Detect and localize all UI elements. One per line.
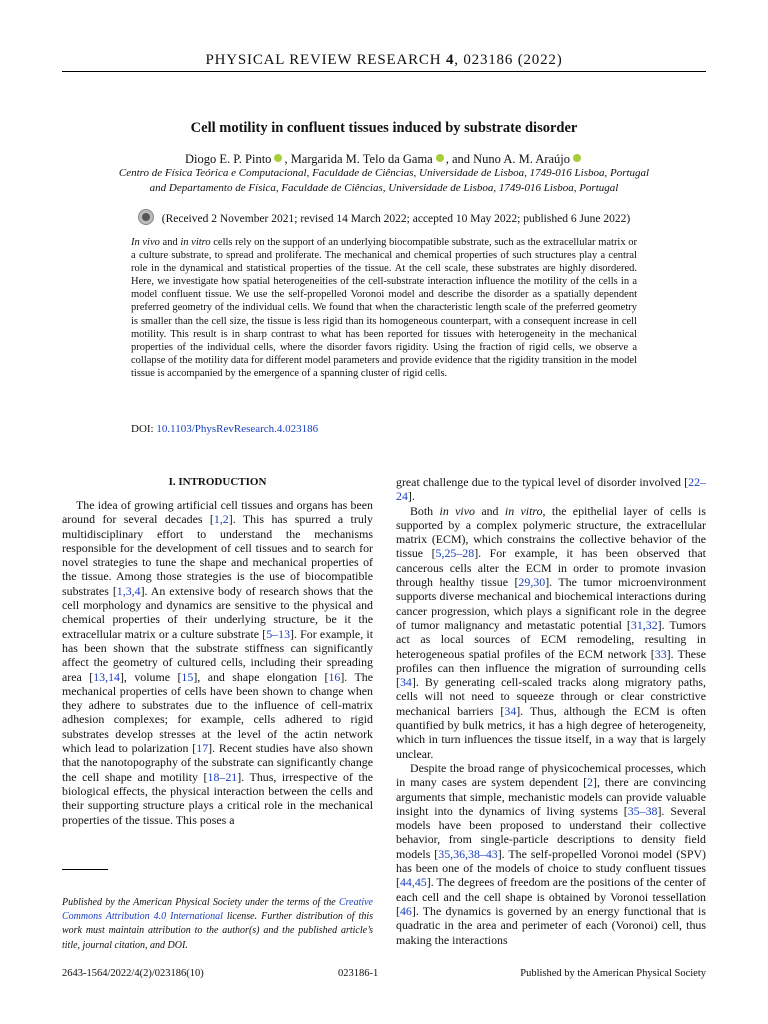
paragraph: The idea of growing artificial cell tissues and organs has been around for several decades [1,2]. This has spurred a truly multidisciplinary effort to understand the mechanisms responsible for the development of cell tissues and to search for novel strategies to tune the shape and mechanical properties of the tissue. Among those strategies is the use of biocompatible substrates [1,3,4]. An extensive body of research shows that the cell morphology and dynamics are sensitive to the physical and chemical properties of their underlying structure, be it the extracellular matrix or a culture substrate [5–13]. For example, it has been shown that the substrate stiffness can significantly affect the geometry of cultured cells, including their spreading area [13,14], volume [15], and shape elongation [16]. The mechanical properties of cells have been shown to change when they adhere to substrates due to the influence of cell-matrix adhesion complexes; for example, cells adhered to rigid substrates develop stresses at the level of the actin network which lead to polarization [17]. Recent studies have also shown that the nanotopography of the substrate can significantly change the cell shape and motility [18–21]. Thus, irrespective of the biological effects, the physical interaction between the cells and their supporting structure plays a critical role in the mechanical properties of the tissue. This poses a: [62, 498, 374, 827]
footer-issn: 2643-1564/2022/4(2)/023186(10): [62, 968, 204, 979]
citation-link[interactable]: 13,14: [93, 669, 120, 684]
orcid-icon[interactable]: [573, 154, 581, 162]
affiliation: Centro de Física Teórica e Computacional, Faculdade de Ciências, Universidade de Lisboa, 1749-016 Lisboa, Portugal: [118, 167, 650, 179]
orcid-icon[interactable]: [274, 154, 282, 162]
paragraph: great challenge due to the typical level of disorder involved [22–24].: [396, 475, 706, 504]
received-dates: (Received 2 November 2021; revised 14 March 2022; accepted 10 May 2022; published 6 June 2022): [62, 209, 706, 225]
citation-link[interactable]: 5–13: [266, 626, 291, 641]
check-for-updates-icon[interactable]: [138, 209, 154, 225]
orcid-icon[interactable]: [436, 154, 444, 162]
journal-header: PHYSICAL REVIEW RESEARCH 4, 023186 (2022): [205, 52, 563, 68]
citation-link[interactable]: 31,32: [630, 617, 658, 632]
citation-link[interactable]: 1,3,4: [116, 583, 141, 598]
right-column: [396, 475, 706, 947]
citation-link[interactable]: 18–21: [207, 769, 238, 784]
doi: DOI: 10.1103/PhysRevResearch.4.023186: [131, 423, 319, 435]
section-heading: I. INTRODUCTION: [168, 476, 267, 488]
citation-link[interactable]: 46: [399, 903, 412, 918]
left-column: [62, 498, 373, 827]
author-list: [62, 152, 706, 167]
author-name: , and Nuno A. M. Araújo: [445, 152, 571, 166]
volume: 4: [445, 52, 455, 68]
citation-link[interactable]: 16: [328, 669, 341, 684]
page-number: 023186-1: [338, 968, 379, 979]
citation-link[interactable]: 34: [399, 675, 412, 690]
author-name: Diogo E. P. Pinto: [184, 152, 272, 166]
footnote-rule: [62, 869, 108, 870]
citation-link[interactable]: 35,36,38–43: [438, 846, 498, 861]
header-rule: [62, 71, 706, 72]
paragraph: Despite the broad range of physicochemical processes, which in many cases are system dependent [2], there are convincing arguments that simple, mechanistic models can provide valuable insight into the dynamics of living systems [35–38]. Several models have been proposed to understand their collective behavior, from single-particle descriptions to density field models [35,36,38–43]. The self-propelled Voronoi model (SPV) has been one of the models of choice to study confluent tissues [44,45]. The degrees of freedom are the positions of the center of each cell and the cell shape is obtained by Voronoi tessellation [46]. The dynamics is governed by an energy functional that is quadratic in the area and perimeter of each (Voronoi) cell, thus making the interactions: [396, 760, 707, 947]
affiliation: and Departamento de Física, Faculdade de Ciências, Universidade de Lisboa, 1749-016 Lisboa, Portugal: [149, 182, 619, 194]
license-link[interactable]: Creative Commons Attribution 4.0 International: [62, 897, 373, 923]
citation-link[interactable]: 33: [654, 646, 667, 661]
citation-link[interactable]: 5,25–28: [435, 546, 475, 561]
doi-link[interactable]: 10.1103/PhysRevResearch.4.023186: [156, 423, 319, 435]
author-name: , Margarida M. Telo da Gama: [284, 152, 433, 166]
license-footnote: Published by the American Physical Society under the terms of the Creative Commons Attribution 4.0 International license. Further distribution of this work must maintain attribution to the author(s) and the published article’s title, journal citation, and DOI.: [62, 897, 373, 951]
article-title: Cell motility in confluent tissues induced by substrate disorder: [190, 120, 578, 136]
citation-link[interactable]: 44,45: [399, 875, 427, 890]
citation-link[interactable]: 22–24: [396, 475, 706, 504]
citation-link[interactable]: 15: [181, 669, 194, 684]
citation-link[interactable]: 34: [504, 703, 517, 718]
abstract: In vivo and in vitro cells rely on the support of an underlying biocompatible substrate, such as the extracellular matrix or a culture substrate, to spread and proliferate. The mechanical and chemical properties of such structures play a central role in the dynamical and statistical properties of the tissue. At the cell scale, these substrates are highly disordered. Here, we investigate how spatial heterogeneities of the cell-substrate interaction influence the motility of the cells in a model confluent tissue. We use the self-propelled Voronoi model and describe the disorder as a spatially dependent preferred geometry of the individual cells. We found that when the characteristic length scale of the preferred geometry is smaller than the cell size, the tissue is less rigid than its homogeneous counterpart, with a consequent increase in cell motility. This result is in sharp contrast to what has been reported for tissues with heterogeneity in the mechanical properties of the individual cells, where the disorder favors rigidity. Using the fraction of rigid cells, we observe a collapse of the motility data for different model parameters and provide evidence that the rigidity transition in the model tissue is accompanied by the emergence of a spanning cluster of rigid cells.: [131, 237, 637, 379]
citation-link[interactable]: 17: [196, 741, 209, 756]
paragraph: Both in vivo and in vitro, the epithelial layer of cells is supported by a complex polymeric structure, the extracellular matrix (ECM), which constrains the collective behavior of the tissue [5,25–28]. For example, it has been observed that cancerous cells alter the ECM in order to promote invasion through healthy tissue [29,30]. The tumor microenvironment supports diverse mechanical and biochemical interactions during cancer progression, which plays a significant role in the degree of tumor malignancy and metastatic potential [31,32]. Tumors act as local sources of ECM remodeling, resulting in heterogeneous spatial profiles of the ECM network [33]. These profiles can then influence the migration of surrounding cells [34]. By generating cell-scaled tracks along migratory paths, cells will not need to squeeze through or clear constrictive mechanical barriers [34]. Thus, although the ECM is often quantified by bulk metrics, it has a high degree of heterogeneity, which in turn influences the tissue itself, in a way that is largely unclear.: [396, 503, 707, 761]
footer-publisher: Published by the American Physical Society: [520, 968, 706, 979]
citation-link[interactable]: 29,30: [518, 575, 546, 590]
citation-link[interactable]: 1,2: [213, 512, 229, 527]
citation-link[interactable]: 2: [587, 775, 593, 790]
citation-link[interactable]: 35–38: [627, 803, 658, 818]
